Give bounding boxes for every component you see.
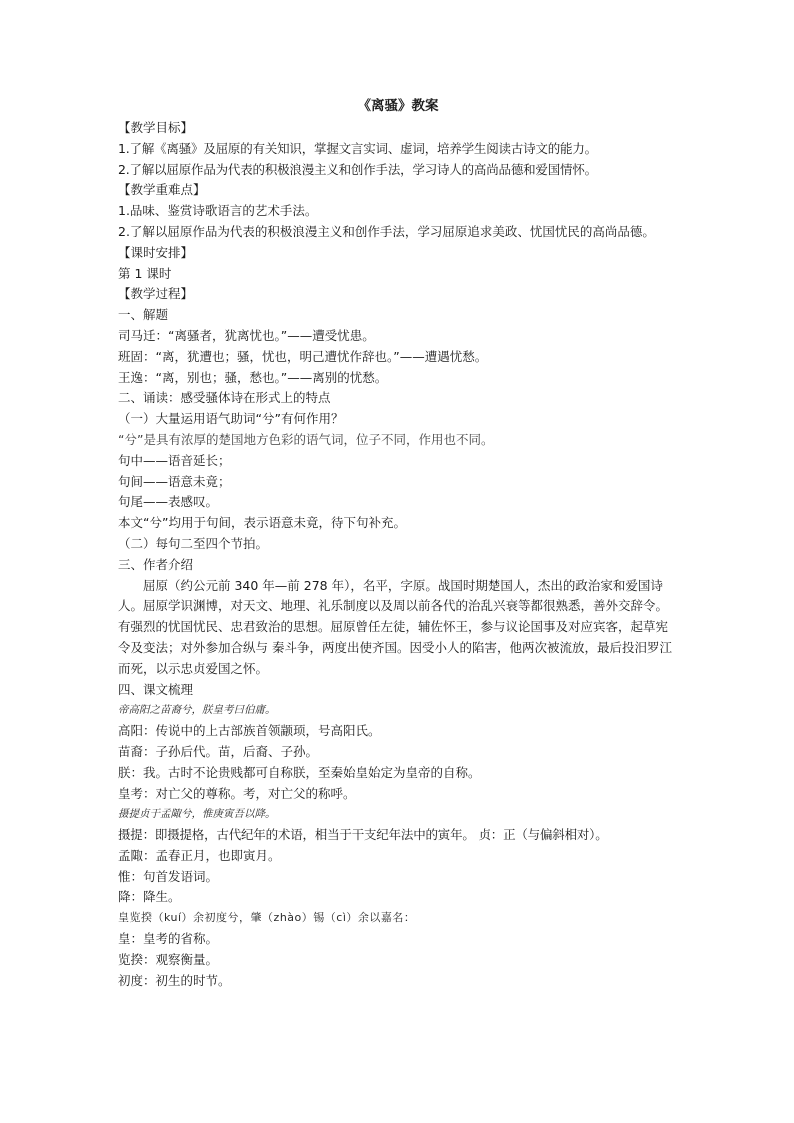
key-point-1: 1.品味、鉴赏诗歌语言的艺术手法。 bbox=[118, 203, 318, 219]
verse-line-1: 帝高阳之苗裔兮，朕皇考曰伯庸。 bbox=[118, 704, 276, 717]
xi-position-between: 句间——语意未竟； bbox=[118, 473, 231, 489]
section-heading-objectives: 【教学目标】 bbox=[118, 120, 194, 135]
note-jiang: 降：降生。 bbox=[118, 889, 181, 905]
section-heading-schedule: 【课时安排】 bbox=[118, 244, 194, 260]
note-miaoyi: 苗裔：子孙后代。苗，后裔、子孙。 bbox=[118, 743, 319, 759]
xi-explanation: “兮”是具有浓厚的楚国地方色彩的语气词，位子不同，作用也不同。 bbox=[118, 431, 494, 447]
verse-line-3: 皇览揆（kuí）余初度兮，肇（zhào）锡（cì）余以嘉名： bbox=[118, 911, 416, 925]
sub-heading-xi: （一）大量运用语气助词“兮”有何作用？ bbox=[118, 411, 344, 427]
part-1-heading: 一、解题 bbox=[118, 307, 169, 323]
xi-usage-note: 本文“兮”均用于句间，表示语意未竟，待下句补充。 bbox=[118, 515, 406, 531]
verse-line-2: 摄提贞于孟陬兮，惟庚寅吾以降。 bbox=[118, 808, 276, 821]
note-chudu: 初度：初生的时节。 bbox=[118, 972, 231, 988]
part-3-heading: 三、作者介绍 bbox=[118, 556, 194, 572]
xi-position-middle: 句中——语音延长； bbox=[118, 452, 231, 468]
xi-position-end: 句尾——表感叹。 bbox=[118, 494, 219, 510]
quote-wang-yi: 王逸：“离，别也；骚，愁也。”——离别的忧愁。 bbox=[118, 369, 388, 385]
document-title: 《离骚》教案 bbox=[357, 98, 439, 114]
section-heading-key-points: 【教学重难点】 bbox=[118, 182, 206, 198]
sub-heading-rhythm: （二）每句二至四个节拍。 bbox=[118, 535, 269, 551]
lesson-period: 第 1 课时 bbox=[118, 265, 172, 281]
author-bio-paragraph: 屈原（约公元前 340 年—前 278 年），名平，字原。战国时期楚国人，杰出的政治家和爱国诗人。屈原学识渊博，对天文、地理、礼乐制度以及周以前各代的治乱兴衰等都很熟悉，善外交辞令。有强烈的忧国忧民、忠君致治的思想。屈原曾任左徒，辅佐怀王，参与议论国事及对应宾客，起草宪令及变法；对外参加合纵与 秦斗争，两度出使齐国。因受小人的陷害，他两次被流放，最后投汨罗江而死，以示忠贞爱国之怀。 bbox=[118, 577, 672, 676]
note-sheti: 摄提：即摄提格，古代纪年的术语，相当于干支纪年法中的寅年。 贞：正（与偏斜相对）。 bbox=[118, 827, 608, 843]
note-lankui: 览揆：观察衡量。 bbox=[118, 951, 219, 967]
note-huang: 皇：皇考的省称。 bbox=[118, 931, 219, 947]
objective-2: 2.了解以屈原作品为代表的积极浪漫主义和创作手法，学习诗人的高尚品德和爱国情怀。 bbox=[118, 161, 597, 177]
note-huangkao: 皇考：对亡父的尊称。考，对亡父的称呼。 bbox=[118, 785, 356, 801]
note-mengzou: 孟陬：孟春正月，也即寅月。 bbox=[118, 847, 281, 863]
note-gaoyang: 高阳：传说中的上古部族首领颛顼，号高阳氏。 bbox=[118, 723, 381, 739]
objective-1: 1.了解《离骚》及屈原的有关知识，掌握文言实词、虚词，培养学生阅读古诗文的能力。 bbox=[118, 140, 597, 156]
key-point-2: 2.了解以屈原作品为代表的积极浪漫主义和创作手法，学习屈原追求美政、忧国忧民的高尚品德。 bbox=[118, 223, 655, 239]
note-zhen: 朕：我。古时不论贵贱都可自称朕，至秦始皇始定为皇帝的自称。 bbox=[118, 764, 481, 780]
part-4-heading: 四、课文梳理 bbox=[118, 681, 194, 697]
quote-ban-gu: 班固：“离，犹遭也；骚，忧也，明己遭忧作辞也。”——遭遇忧愁。 bbox=[118, 348, 488, 364]
section-heading-process: 【教学过程】 bbox=[118, 286, 194, 302]
note-wei: 惟：句首发语词。 bbox=[118, 868, 219, 884]
part-2-heading: 二、诵读：感受骚体诗在形式上的特点 bbox=[118, 390, 331, 406]
quote-sima-qian: 司马迁：“离骚者，犹离忧也。”——遭受忧患。 bbox=[118, 327, 375, 343]
